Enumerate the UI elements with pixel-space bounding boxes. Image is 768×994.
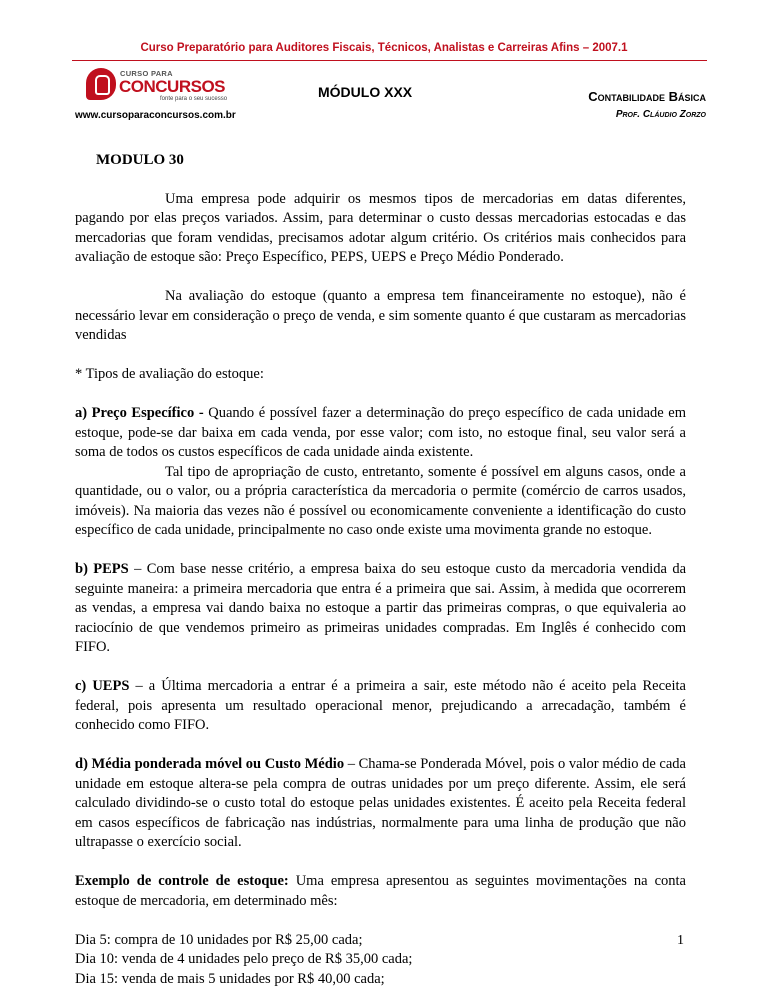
- logo-small-text: CURSO PARA: [120, 69, 173, 78]
- page-number: 1: [677, 933, 684, 948]
- section-c-paragraph: [75, 677, 686, 736]
- section-a-paragraph: [75, 404, 686, 463]
- section-b-label: b) PEPS: [75, 561, 129, 577]
- website-link[interactable]: www.cursoparaconcursos.com.br: [75, 110, 236, 121]
- logo-tagline: fonte para o seu sucesso: [160, 96, 228, 102]
- section-b-text: – Com base nesse critério, a empresa baixa do seu estoque custo da mercadoria vendida da seguinte maneira: a primeira mercadoria que entra é a primeira que sai. Assim, à medida que ocorrerem as vendas, a empresa vai dando baixa no estoque a partir das primeiras compras, o que equivaleria ao raciocínio de que vendemos primeiro as primeiras unidades compradas. Em Inglês é conhecido com FIFO.: [75, 561, 687, 655]
- section-a-label: a) Preço Específico -: [75, 405, 204, 421]
- example-text: Uma empresa apresentou as seguintes movimentações na conta estoque de mercadoria, em determinado mês:: [75, 873, 686, 909]
- subject-title: Contabilidade Básica: [588, 89, 706, 104]
- example-paragraph: [75, 872, 686, 911]
- section-c-label: c) UEPS: [75, 678, 130, 694]
- section-b-paragraph: [75, 560, 686, 658]
- professor-name: Prof. Cláudio Zorzo: [615, 109, 706, 120]
- hand-cursor-icon: [86, 68, 116, 100]
- day-line: Dia 5: compra de 10 unidades por R$ 25,00 cada;: [75, 931, 363, 948]
- section-d-text: – Chama-se Ponderada Móvel, pois o valor médio de cada unidade em estoque altera-se pela compra de outras unidades por um preço diferente. Assim, ele será calculado dividindo-se o custo total do estoque pelas unidades existentes. É aceito pela Receita federal em casos específicos de fabricação nas indústrias, normalmente para uma linha de produção que não ultrapasse o exercício social.: [75, 756, 686, 850]
- section-a-text: Quando é possível fazer a determinação do preço específico de cada unidade em estoque, pode-se dar baixa em cada venda, por esse valor; com isto, no estoque final, seu valor será a soma de todos os custos específicos de cada unidade ainda existente.: [75, 405, 686, 460]
- example-label: Exemplo de controle de estoque:: [75, 873, 289, 889]
- module-title: MÓDULO XXX: [318, 84, 413, 100]
- intro-paragraph-2: Na avaliação do estoque (quanto a empresa tem financeiramente no estoque), não é necessário levar em consideração o preço de venda, e sim somente quanto é que custaram as mercadorias vendidas: [75, 288, 686, 343]
- types-heading: * Tipos de avaliação do estoque:: [75, 366, 264, 382]
- section-d-paragraph: [75, 755, 686, 853]
- course-header-line: Curso Preparatório para Auditores Fiscais, Técnicos, Analistas e Carreiras Afins – 2007.1: [140, 42, 628, 54]
- logo-brand-text: CONCURSOS: [119, 77, 226, 96]
- section-c-text: – a Última mercadoria a entrar é a primeira a sair, este método não é aceito pela Receita federal, pois apresenta um resultado operacional menor, prejudicando a arrecadação, também é conhecido como FIFO.: [75, 678, 686, 733]
- course-logo: [86, 66, 246, 106]
- section-a-paragraph-2: Tal tipo de apropriação de custo, entretanto, somente é possível em alguns casos, onde a quantidade, ou o valor, ou a própria característica da mercadoria o permite (comércio de carros usados, imóveis). Na maioria das vezes não é possível ou economicamente conveniente a identificação do custo específico de cada unidade, principalmente no caso onde existe uma movimenta grande no estoque.: [75, 463, 686, 538]
- section-d-label: d) Média ponderada móvel ou Custo Médio: [75, 756, 345, 772]
- intro-paragraph-1: Uma empresa pode adquirir os mesmos tipos de mercadorias em datas diferentes, pagando por elas preços variados. Assim, para determinar o custo dessas mercadorias estocadas e das mercadorias que foram vendidas, precisamos adotar algum critério. Os critérios mais conhecidos para avaliação de estoque são: Preço Específico, PEPS, UEPS e Preço Médio Ponderado.: [75, 190, 686, 265]
- header-divider: [72, 60, 707, 61]
- module-heading: MODULO 30: [96, 152, 184, 168]
- document-body: [75, 150, 686, 989]
- day-line: Dia 15: venda de mais 5 unidades por R$ 40,00 cada;: [75, 970, 385, 987]
- day-line: Dia 10: venda de 4 unidades pelo preço de R$ 35,00 cada;: [75, 951, 413, 967]
